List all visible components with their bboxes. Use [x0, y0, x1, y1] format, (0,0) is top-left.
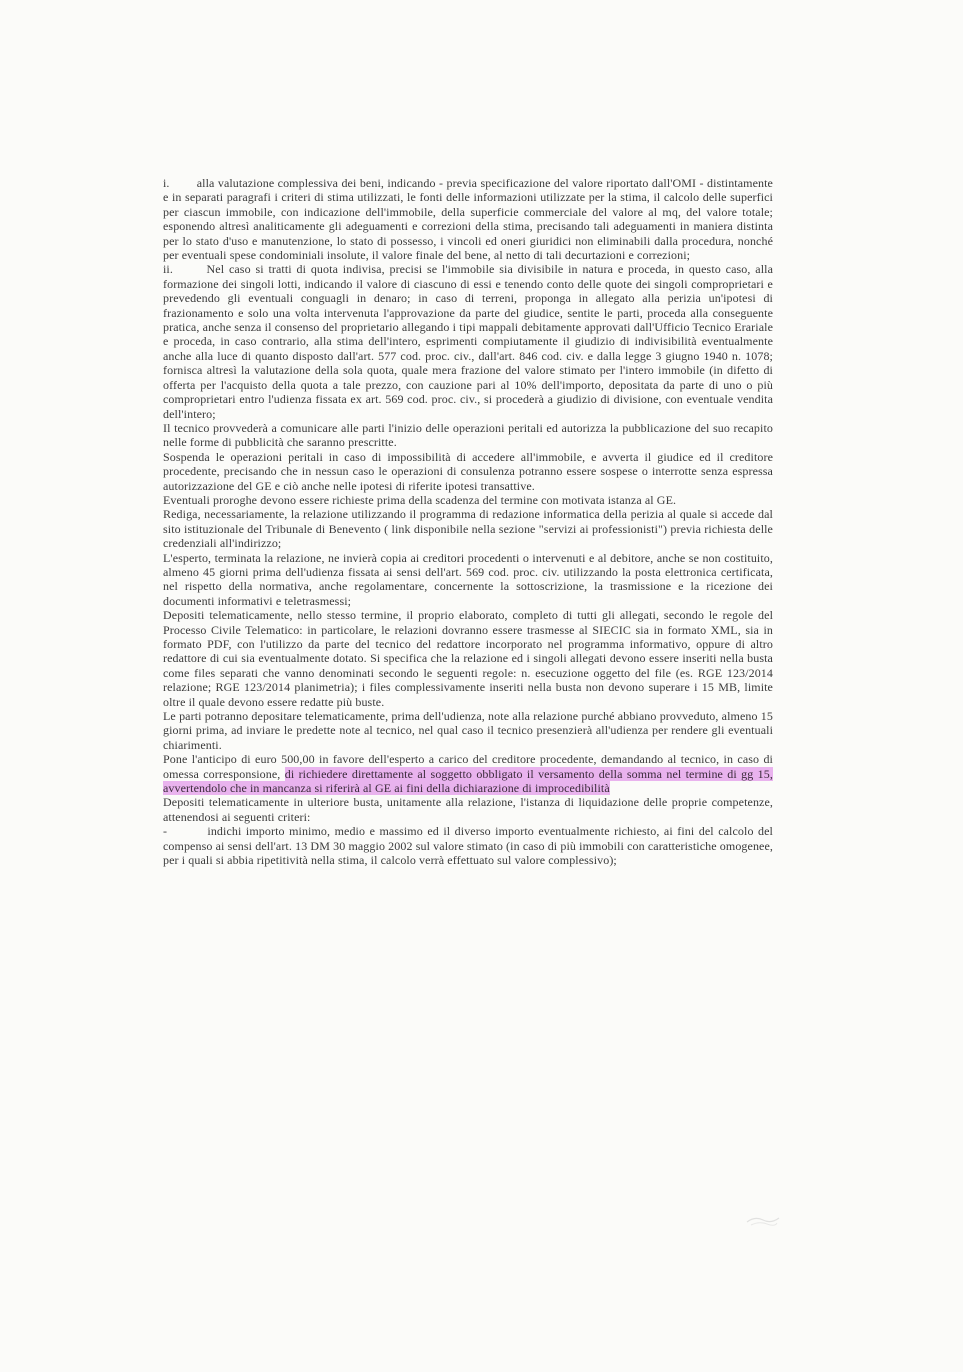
paragraph-liquidation: Depositi telematicamente in ulteriore busta, unitamente alla relazione, l'istanza di liquidazione delle proprie competenze, attenendosi ai seguenti criteri: — [163, 795, 773, 824]
paragraph-drafting: Rediga, necessariamente, la relazione utilizzando il programma di redazione informatica della perizia al quale si accede dal sito istituzionale del Tribunale di Benevento ( link disponibile nella sezione "servizi ai professionisti") previa richiesta delle credenziali all'indirizzo; — [163, 507, 773, 551]
highlighted-passage: di richiedere direttamente al soggetto obbligato il versamento della somma nel termine di gg 15, avvertendolo che in mancanza si riferirà al GE ai fini della dichiarazione di improcedibilità — [163, 766, 773, 796]
paragraph-ii: ii. Nel caso si tratti di quota indivisa, precisi se l'immobile sia divisibile in natura e proceda, in questo caso, alla formazione dei singoli lotti, indicando il valore di ciascuno di essi e tenendo conto delle quote dei singoli comproprietari e prevedendo gli eventuali conguagli in denaro; in caso di terreni, proponga in allegato alla perizia un'ipotesi di frazionamento e solo una volta intervenuta l'approvazione da parte del giudice, sentite le parti, proceda alla conseguente pratica, anche senza il consenso del proprietario allegando i tipi mappali debitamente approvati dall'Ufficio Tecnico Erariale e proceda, in caso contrario, alla stima dell'intero, esprimenti compiutamente il giudizio di indivisibilità eventualmente anche alla luce di quanto disposto dall'art. 577 cod. proc. civ., dall'art. 846 cod. civ. e dalla legge 3 giugno 1940 n. 1078; fornisca altresì la valutazione della sola quota, quale mera frazione del valore stimato per l'intero immobile (in difetto di offerta per l'acquisto della quota a tale prezzo, con cauzione pari al 10% dell'importo, depositata da parte di uno o più comproprietari entro l'udienza fissata ex art. 569 cod. proc. civ., si procederà a giudizio di divisione, con eventuale vendita dell'intero; — [163, 262, 773, 421]
paragraph-criteria-item: - indichi importo minimo, medio e massimo ed il diverso importo eventualmente richiesto, ai fini del calcolo del compenso ai sensi dell'art. 13 DM 30 maggio 2002 sul valore stimato (in caso di più immobili con caratteristiche omogenee, per i quali si abbia ripetitività nella stima, il calcolo verrà effettuato sul valore complessivo); — [163, 824, 773, 868]
ink-smudge-mark — [745, 1212, 781, 1228]
paragraph-suspension: Sospenda le operazioni peritali in caso di impossibilità di accedere all'immobile, e avverta il giudice ed il creditore procedente, precisando che in nessun caso le operazioni di consulenza potranno essere sospese o interrotte senza espressa autorizzazione del GE e ciò anche nelle ipotesi di riferite ipotesi transattive. — [163, 449, 773, 493]
paragraph-parties-notes: Le parti potranno depositare telematicamente, prima dell'udienza, note alla relazione purché abbiano provveduto, almeno 15 giorni prima, ad inviare le predette note al tecnico, nel qual caso il tecnico presenzierà all'udienza per rendere gli eventuali chiarimenti. — [163, 709, 773, 752]
paragraph-filing: Depositi telematicamente, nello stesso termine, il proprio elaborato, completo di tutti gli allegati, secondo le regole del Processo Civile Telematico: in particolare, le relazioni dovranno essere trasmesse al SIECIC sia in formato XML, sia in formato PDF, con l'utilizzo da parte del tecnico del redattore incorporato nel programma informativo, oppure di altro redattore di cui sia eventualmente dotato. Si specifica che la relazione ed i singoli allegati devono essere inseriti nella busta come files separati che vanno denominati secondo le seguenti regole: n. esecuzione oggetto del file (es. RGE 123/2014 relazione; RGE 123/2014 planimetria); i files complessivamente inseriti nella busta non devono superare i 15 MB, limite oltre il quale devono essere redatte più buste. — [163, 608, 773, 709]
paragraph-communication: Il tecnico provvederà a comunicare alle parti l'inizio delle operazioni peritali ed autorizza la pubblicazione del suo recapito nelle forme di pubblicità che saranno prescritte. — [163, 420, 773, 450]
paragraph-advance — [163, 752, 773, 795]
advance-text: Pone l'anticipo di euro 500,00 in favore dell'esperto a carico del creditore procedente, demandando al tecnico, in caso di omessa corresponsione, — [163, 752, 773, 781]
document-body — [163, 176, 773, 868]
paragraph-i: i. alla valutazione complessiva dei beni, indicando - previa specificazione del valore riportato dall'OMI - distintamente e in separati paragrafi i criteri di stima utilizzati, le fonti delle informazioni utilizzate per la stima, il calcolo delle superfici per ciascun immobile, con indicazione dell'immobile, della superficie commerciale del valore al mq, del valore totale; esponendo altresì analiticamente gli adeguamenti e correzioni della stima, precisando tali adeguamenti in maniera distinta per lo stato d'uso e manutenzione, lo stato di possesso, i vincoli ed oneri giuridici non eliminabili dalla procedura, nonché per eventuali spese condominiali insolute, il valore finale del bene, al netto di tali decurtazioni e correzioni; — [163, 176, 773, 263]
paragraph-sending: L'esperto, terminata la relazione, ne invierà copia ai creditori procedenti o intervenuti e al debitore, anche se non costituito, almeno 45 giorni prima dell'udienza fissata ai sensi dell'art. 569 cod. proc. civ. utilizzando la posta elettronica certificata, nel rispetto della normativa, anche regolamentare, concernente la sottoscrizione, la trasmissione e la ricezione dei documenti informativi e teletrasmessi; — [163, 550, 773, 608]
paragraph-extensions: Eventuali proroghe devono essere richieste prima della scadenza del termine con motivata istanza al GE. — [163, 492, 677, 507]
